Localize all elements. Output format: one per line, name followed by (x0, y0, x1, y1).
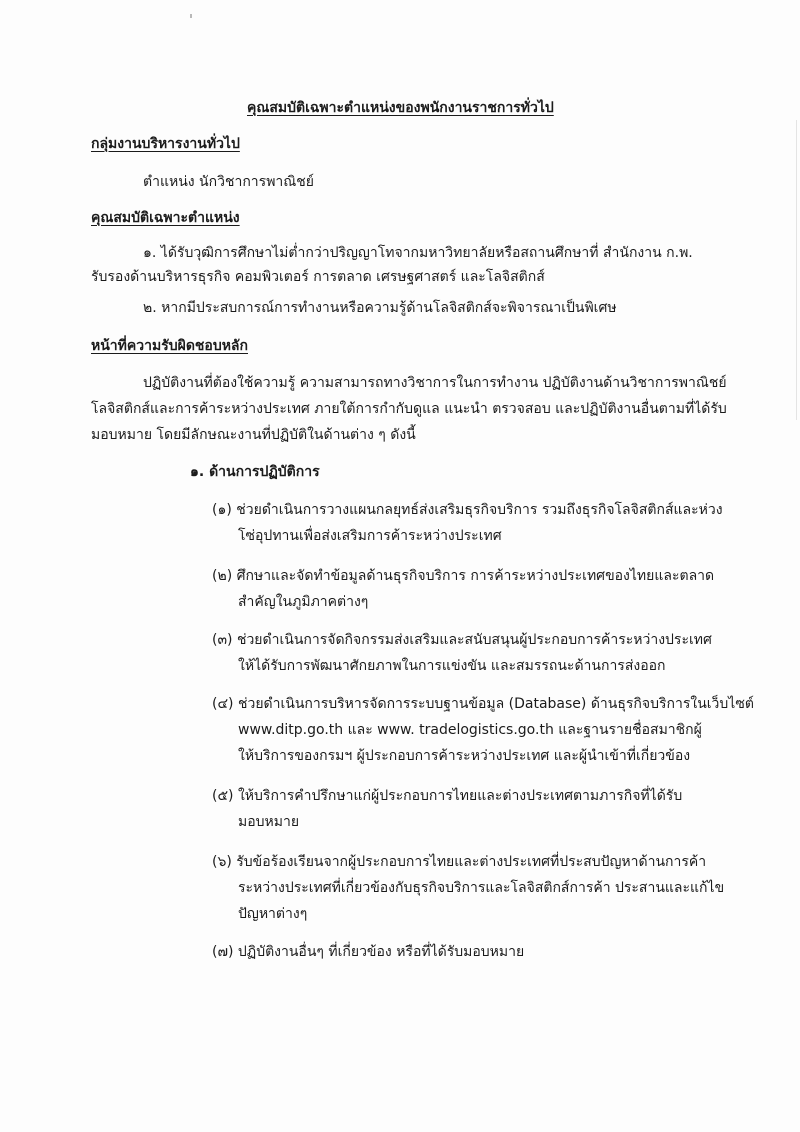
task-line: โซ่อุปทานเพื่อส่งเสริมการค้าระหว่างประเทศ (238, 528, 502, 544)
task-line: (๒) ศึกษาและจัดทำข้อมูลด้านธุรกิจบริการ การค้าระหว่างประเทศของไทยและตลาด (212, 568, 715, 584)
qualification-item: รับรองด้านบริหารธุรกิจ คอมพิวเตอร์ การตลาด เศรษฐศาสตร์ และโลจิสติกส์ (91, 269, 545, 285)
task-line: (๖) รับข้อร้องเรียนจากผู้ประกอบการไทยและต่างประเทศที่ประสบปัญหาด้านการค้า (212, 854, 707, 870)
scan-edge-line (796, 120, 797, 420)
task-line: ปัญหาต่างๆ (238, 906, 308, 922)
task-line: (๓) ช่วยดำเนินการจัดกิจกรรมส่งเสริมและสนับสนุนผู้ประกอบการค้าระหว่างประเทศ (212, 632, 712, 648)
task-line: (๗) ปฏิบัติงานอื่นๆ ที่เกี่ยวข้อง หรือที่ได้รับมอบหมาย (212, 944, 525, 960)
task-line: (๕) ให้บริการคำปรึกษาแก่ผู้ประกอบการไทยและต่างประเทศตามภารกิจที่ได้รับ (212, 788, 683, 804)
duties-intro-line: มอบหมาย โดยมีลักษณะงานที่ปฏิบัติในด้านต่าง ๆ ดังนี้ (91, 427, 416, 443)
task-line: ระหว่างประเทศที่เกี่ยวข้องกับธุรกิจบริการและโลจิสติกส์การค้า ประสานและแก้ไข (238, 880, 725, 896)
task-line: มอบหมาย (238, 814, 300, 830)
duties-heading: หน้าที่ความรับผิดชอบหลัก (91, 338, 248, 354)
task-line: (๔) ช่วยดำเนินการบริหารจัดการระบบฐานข้อมูล (Database) ด้านธุรกิจบริการในเว็บไซต์ (212, 696, 754, 712)
group-heading: กลุ่มงานบริหารงานทั่วไป (91, 136, 240, 152)
duties-intro-line: โลจิสติกส์และการค้าระหว่างประเทศ ภายใต้การกำกับดูแล แนะนำ ตรวจสอบ และปฏิบัติงานอื่นตามที่ได้รับ (91, 401, 727, 417)
qualification-item: ๒. หากมีประสบการณ์การทำงานหรือความรู้ด้านโลจิสติกส์จะพิจารณาเป็นพิเศษ (143, 300, 617, 316)
duties-intro-line: ปฏิบัติงานที่ต้องใช้ความรู้ ความสามารถทางวิชาการในการทำงาน ปฏิบัติงานด้านวิชาการพาณิชย์ (143, 375, 727, 391)
task-line: ให้ได้รับการพัฒนาศักยภาพในการแข่งขัน และสมรรถนะด้านการส่งออก (238, 658, 666, 674)
position-line: ตำแหน่ง นักวิชาการพาณิชย์ (143, 174, 314, 190)
task-line: สำคัญในภูมิภาคต่างๆ (238, 594, 369, 610)
section-heading: ๑. ด้านการปฏิบัติการ (190, 464, 320, 480)
qualifications-heading: คุณสมบัติเฉพาะตำแหน่ง (91, 210, 240, 226)
task-line: (๑) ช่วยดำเนินการวางแผนกลยุทธ์ส่งเสริมธุรกิจบริการ รวมถึงธุรกิจโลจิสติกส์และห่วง (212, 502, 723, 518)
task-line: ให้บริการของกรมฯ ผู้ประกอบการค้าระหว่างประเทศ และผู้นำเข้าที่เกี่ยวข้อง (238, 748, 691, 764)
scan-speck (190, 14, 192, 18)
task-line: www.ditp.go.th และ www. tradelogistics.go.th และฐานรายชื่อสมาชิกผู้ (238, 722, 702, 738)
qualification-item: ๑. ได้รับวุฒิการศึกษาไม่ต่ำกว่าปริญญาโทจากมหาวิทยาลัยหรือสถานศึกษาที่ สำนักงาน ก.พ. (143, 245, 693, 261)
document-title: คุณสมบัติเฉพาะตำแหน่งของพนักงานราชการทั่วไป (247, 100, 554, 116)
